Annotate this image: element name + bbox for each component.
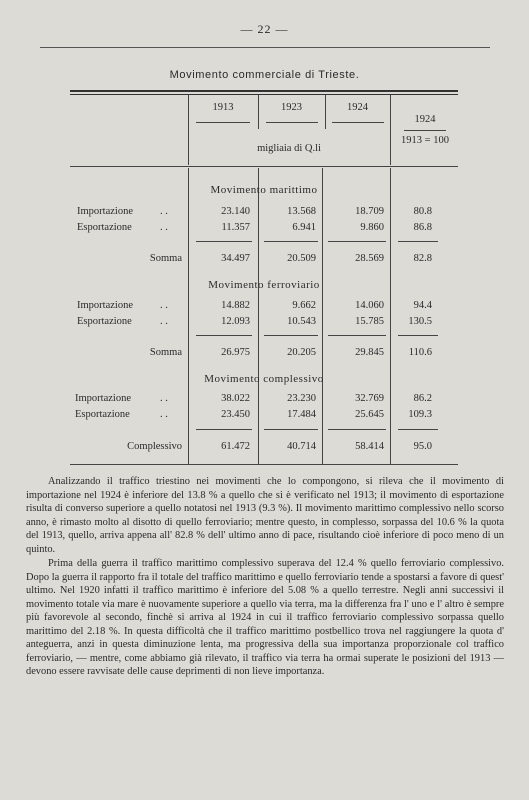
col-divider — [188, 168, 189, 464]
value-index: 86.2 — [413, 393, 432, 404]
section-title: Movimento ferroviario — [208, 279, 320, 291]
paragraph: Prima della guerra il traffico marittimo complessivo superava del 12.4 % quello ferroviario complessivo. Dopo la guerra il rapporto fra il totale del traffico marittimo e quello ferroviario tende a spostarsi a favore di quest' ultimo. Nel 1920 infatti il traffico marittimo è inferiore del 5.08 % a quello terrestre. Negli anni successivi il movimento totale via mare è nuovamente superiore a quello via terra, ma la differenza fra l' uno e l' altro è sempre più favorevole al secondo, finchè si arriva al 1924 in cui il traffico ferroviario complessivo sorpassa quello marittimo del 2.18 %. In questa difficoltà che il traffico marittimo postbellico trova nel raggiungere la quota d' anteguerra, anzi in questa diminuzione lenta, ma progressiva della sua importanza proporzionale col traffico ferroviario, — mentre, come abbiamo già rilevato, il traffico via terra ha ormai superate le posizioni del 1913 — devono essere ravvisate delle cause deprimenti di non lieve importanza. — [26, 558, 504, 677]
total-index: 110.6 — [408, 347, 432, 358]
value-1913: 38.022 — [221, 393, 250, 404]
leader-dots: . . — [160, 316, 168, 327]
col-divider — [325, 95, 326, 129]
header-rule — [196, 122, 250, 123]
table-top-rule — [70, 90, 458, 92]
col-divider — [390, 168, 391, 464]
value-1913: 23.140 — [221, 206, 250, 217]
value-1923: 13.568 — [287, 206, 316, 217]
value-1924: 15.785 — [355, 316, 384, 327]
total-1913: 34.497 — [221, 253, 250, 264]
total-label: Complessivo — [127, 441, 182, 452]
sum-rule — [328, 429, 386, 430]
sum-rule — [196, 429, 252, 430]
section-title: Movimento complessivo — [204, 373, 324, 385]
row-label: Esportazione — [77, 222, 132, 233]
col-divider — [322, 168, 323, 464]
row-label: Esportazione — [77, 316, 132, 327]
value-index: 86.8 — [413, 222, 432, 233]
value-1923: 6.941 — [292, 222, 316, 233]
col-header-index-base: 1913 = 100 — [401, 135, 449, 146]
col-divider — [258, 95, 259, 129]
col-header-index-year: 1924 — [414, 114, 436, 125]
value-1923: 17.484 — [287, 409, 316, 420]
sum-rule — [196, 241, 252, 242]
col-divider — [188, 95, 189, 165]
sum-rule — [264, 241, 318, 242]
total-index: 82.8 — [413, 253, 432, 264]
table-bottom-rule — [70, 464, 458, 465]
col-divider — [390, 95, 391, 165]
sum-rule — [398, 241, 438, 242]
header-rule — [40, 47, 490, 48]
total-label: Somma — [149, 347, 182, 358]
row-label: Importazione — [77, 206, 133, 217]
total-1924: 29.845 — [355, 347, 384, 358]
row-label: Importazione — [75, 393, 131, 404]
sum-rule — [328, 335, 386, 336]
total-1913: 26.975 — [221, 347, 250, 358]
total-1923: 20.509 — [287, 253, 316, 264]
value-1924: 14.060 — [355, 300, 384, 311]
col-header-1924: 1924 — [347, 102, 368, 113]
unit-label: migliaia di Q.li — [257, 143, 321, 154]
sum-rule — [196, 335, 252, 336]
leader-dots: . . — [160, 206, 168, 217]
value-1924: 18.709 — [355, 206, 384, 217]
value-1913: 23.450 — [221, 409, 250, 420]
leader-dots: . . — [160, 300, 168, 311]
total-label: Somma — [149, 253, 182, 264]
col-header-1923: 1923 — [281, 102, 302, 113]
sum-rule — [264, 429, 318, 430]
total-1924: 58.414 — [355, 441, 384, 452]
value-index: 109.3 — [408, 409, 432, 420]
value-1913: 12.093 — [221, 316, 250, 327]
sum-rule — [328, 241, 386, 242]
value-1913: 14.882 — [221, 300, 250, 311]
row-label: Esportazione — [75, 409, 130, 420]
value-1913: 11.357 — [221, 222, 250, 233]
total-1924: 28.569 — [355, 253, 384, 264]
row-label: Importazione — [77, 300, 133, 311]
body-text — [26, 475, 504, 679]
value-1923: 23.230 — [287, 393, 316, 404]
value-index: 94.4 — [413, 300, 432, 311]
total-1923: 20.205 — [287, 347, 316, 358]
page-number: — 22 — — [240, 22, 289, 36]
fraction-rule — [404, 130, 446, 131]
value-1923: 10.543 — [287, 316, 316, 327]
total-index: 95.0 — [413, 441, 432, 452]
table-caption: Movimento commerciale di Trieste. — [169, 69, 360, 81]
table-top-rule-thin — [70, 94, 458, 95]
sum-rule — [398, 335, 438, 336]
leader-dots: . . — [160, 393, 168, 404]
value-1924: 9.860 — [360, 222, 384, 233]
leader-dots: . . — [160, 222, 168, 233]
sum-rule — [264, 335, 318, 336]
total-1913: 61.472 — [221, 441, 250, 452]
value-1924: 25.645 — [355, 409, 384, 420]
col-divider — [258, 168, 259, 464]
total-1923: 40.714 — [287, 441, 316, 452]
value-1924: 32.769 — [355, 393, 384, 404]
leader-dots: . . — [160, 409, 168, 420]
value-index: 130.5 — [408, 316, 432, 327]
header-rule — [332, 122, 384, 123]
col-header-1913: 1913 — [212, 102, 234, 113]
header-bottom-rule — [70, 166, 458, 167]
value-index: 80.8 — [413, 206, 432, 217]
paragraph: Analizzando il traffico triestino nei movimenti che lo compongono, si rileva che il movimento di importazione nel 1924 è inferiore del 13.8 % a quello che si è verificato nel 1913; il movimento di esportazione risulta di converso superiore a quello notatosi nel 1913 (9.3 %). Il movimento marittimo complessivo nello scorso anno, è rimasto molto al disotto di quello ferroviario; mentre questo, in complesso, sorpassa del 10.6 % la quota del 1913, quello, arriva appena all' 82.8 % dell' ultimo anno di pace, risultando cioè inferiore di poco meno di un quinto. — [26, 476, 504, 555]
value-1923: 9.662 — [292, 300, 316, 311]
header-rule — [266, 122, 318, 123]
sum-rule — [398, 429, 438, 430]
section-title: Movimento marittimo — [210, 184, 318, 196]
